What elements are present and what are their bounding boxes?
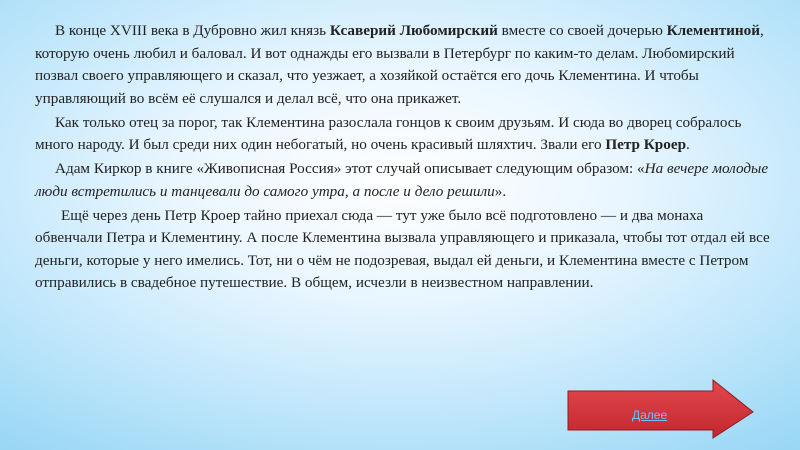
bold-name: Ксаверий Любомирский xyxy=(329,22,498,39)
paragraph-2 xyxy=(35,112,770,157)
next-button[interactable] xyxy=(565,378,755,440)
bold-name: Петр Кроер xyxy=(605,136,687,153)
text-run: Как только отец за порог, так Клементина разослала гонцов к своим друзьям. И сюда во дворец собралось много народу. И был среди них один небогатый, но очень красивый шляхтич. Звали его xyxy=(35,113,742,153)
text-run: вместе со своей дочерью xyxy=(497,22,667,39)
text-run: . xyxy=(686,136,690,153)
text-run: Адам Киркор в книге «Живописная Россия» этот случай описывает следующим образом: « xyxy=(55,160,645,177)
bold-name: Клементиной xyxy=(666,22,761,39)
text-run: ». xyxy=(494,182,507,200)
quote-text: На вечере молодые люди встретились и танцевали до самого утра, а после и дело решили xyxy=(35,160,769,200)
text-run: , которую очень любил и баловал. И вот однажды его вызвали в Петербург по каким-то делам. Любомирский позвал своего управляющего и сказал, что уезжает, а хозяйкой остаётся его дочь Клементина. И чтобы управляющий во всём её слушался и делал всё, что она прикажет. xyxy=(35,22,764,107)
text-run: Ещё через день Петр Кроер тайно приехал сюда — тут уже было всё подготовлено — и два монаха обвенчали Петра и Клементину. А после Клементина вызвала управляющего и приказала, чтобы тот отдал ей все деньги, которые у него имелись. Тот, ни о чём не подозревая, выдал ей деньги, и Клементина вместе с Петром отправились в свадебное путешествие. В общем, исчезли в неизвестном направлении. xyxy=(35,206,770,291)
text-run: В конце XVIII века в Дубровно жил князь xyxy=(55,22,330,39)
paragraph-3 xyxy=(35,158,770,203)
paragraph-4 xyxy=(35,205,770,295)
next-link[interactable]: Далее xyxy=(632,408,668,422)
slide-text xyxy=(35,20,770,296)
paragraph-1 xyxy=(35,20,770,110)
